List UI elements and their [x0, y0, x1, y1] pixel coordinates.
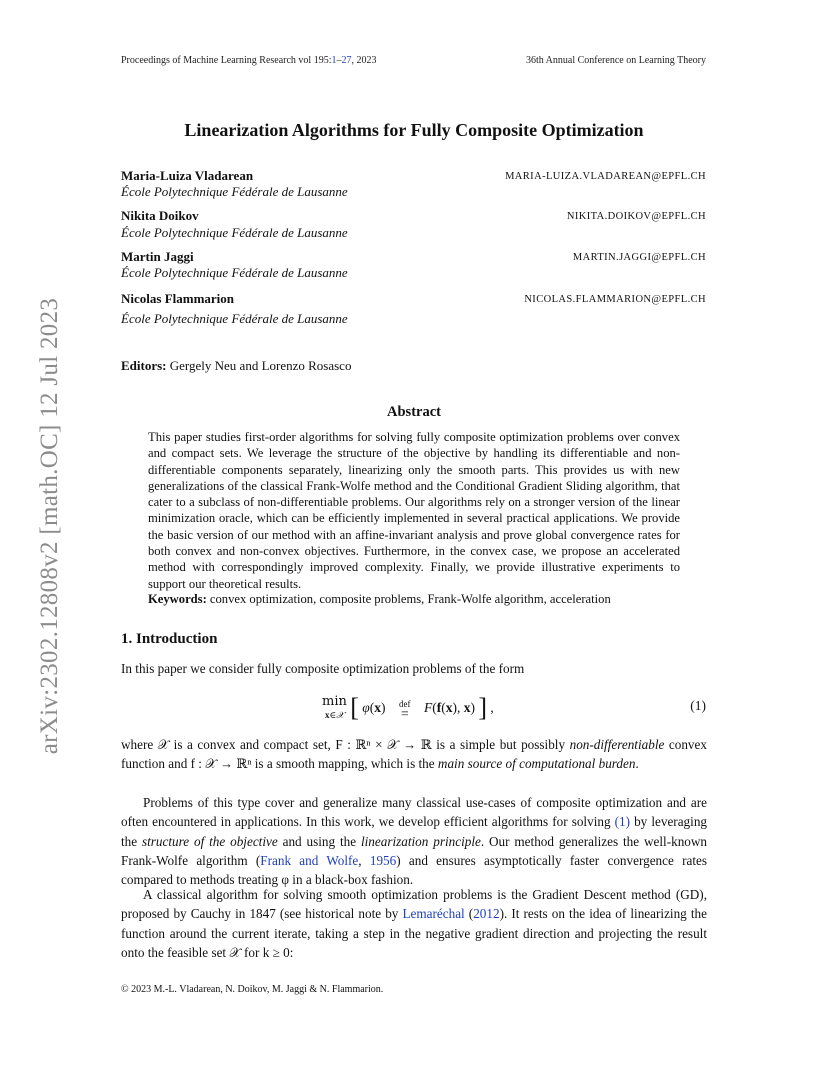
p3-text: by leveraging the — [121, 814, 708, 849]
p2-text: . — [635, 756, 639, 772]
editors-names: Gergely Neu and Lorenzo Rosasco — [169, 358, 352, 373]
equation-ref-link[interactable]: (1) — [614, 814, 631, 830]
citation-year-link[interactable]: 2012 — [473, 906, 500, 922]
p2-text: convex function and f : 𝒳 → ℝⁿ is a smooth mapping, which is the — [121, 737, 707, 772]
paper-title: Linearization Algorithms for Fully Composite Optimization — [184, 120, 644, 140]
author-email[interactable]: NICOLAS.FLAMMARION@EPFL.CH — [524, 294, 706, 305]
header-year: , 2023 — [351, 55, 377, 66]
citation-link[interactable]: Frank and Wolfe — [260, 852, 359, 868]
last-page-link[interactable]: 27 — [341, 55, 352, 66]
author-affiliation: École Polytechnique Fédérale de Lausanne — [121, 225, 348, 240]
p3-text: and using the — [277, 833, 361, 849]
author-email[interactable]: MARIA-LUIZA.VLADAREAN@EPFL.CH — [505, 171, 706, 182]
running-header-left — [121, 55, 377, 66]
author-email[interactable]: MARTIN.JAGGI@EPFL.CH — [572, 252, 706, 263]
keywords-label: Keywords: — [148, 592, 207, 606]
abstract-text: This paper studies first-order algorithms for solving fully composite optimization problems over convex and compact sets. We leverage the structure of the objective by handling its differentiable and non-differentiable components separately, linearizing only the smooth parts. This provides us with new generalizations of the classical Frank-Wolfe method and the Conditional Gradient Sliding algorithm, that cater to a subclass of non-differentiable problems. Our algorithms rely on a stronger version of the linear minimization oracle, which can be efficiently implemented in several practical applications. We provide the basic version of our method with an affine-invariant analysis and prove global convergence rates for both convex and non-convex objectives. Furthermore, in the convex case, we propose an accelerated method with correspondingly improved complexity. Finally, we provide illustrative experiments to support our theoretical results. — [148, 430, 680, 591]
author-name: Martin Jaggi — [121, 249, 194, 264]
page-range-dash: – — [336, 55, 342, 66]
author-affiliation: École Polytechnique Fédérale de Lausanne — [121, 184, 348, 199]
intro-paragraph-1: In this paper we consider fully composite optimization problems of the form — [121, 661, 525, 676]
keywords-line — [148, 592, 688, 607]
keywords-list: convex optimization, composite problems, Frank-Wolfe algorithm, acceleration — [209, 592, 611, 606]
p3-text: , — [358, 852, 370, 868]
citation-year-link[interactable]: 1956 — [369, 852, 397, 868]
p3-emphasis: linearization principle — [360, 833, 481, 849]
equation-number: (1) — [690, 698, 706, 713]
p2-emphasis: non-differentiable — [569, 737, 665, 752]
author-affiliation: École Polytechnique Fédérale de Lausanne — [121, 311, 348, 326]
p3-text: . Our method generalizes the well-known Frank-Wolfe algorithm ( — [121, 833, 708, 868]
section-heading: 1. Introduction — [121, 631, 218, 647]
author-name: Nikita Doikov — [121, 208, 199, 223]
author-name: Nicolas Flammarion — [121, 291, 235, 306]
author-email[interactable]: NIKITA.DOIKOV@EPFL.CH — [566, 211, 706, 222]
equation-1: min x∈𝒳 [ φ(x) def = F(f(x), x) ] , — [322, 693, 494, 722]
p4-text: A classical algorithm for solving smooth optimization problems is the Gradient Descent method (GD), proposed by Cauchy in 1847 (see historical note by — [121, 887, 707, 922]
p2-emphasis: main source of computational burden — [437, 756, 636, 772]
citation-link[interactable]: Lemaréchal — [402, 906, 465, 922]
intro-paragraph-2 — [121, 735, 707, 774]
header-proceedings: Proceedings of Machine Learning Research vol 195: — [121, 55, 332, 66]
p3-text: Problems of this type cover and generalize many classical use-cases of composite optimization and are often encountered in applications. In this work, we develop efficient algorithms for solving — [121, 795, 707, 830]
author-affiliation: École Polytechnique Fédérale de Lausanne — [121, 265, 348, 280]
author-name: Maria-Luiza Vladarean — [121, 168, 254, 183]
abstract-heading: Abstract — [387, 404, 441, 420]
copyright-footer: © 2023 M.-L. Vladarean, N. Doikov, M. Jaggi & N. Flammarion. — [121, 984, 384, 995]
arxiv-sidebar-stamp: arXiv:2302.12808v2 [math.OC] 12 Jul 2023 — [36, 297, 63, 755]
p3-emphasis: structure of the objective — [142, 833, 278, 849]
intro-paragraph-3 — [121, 793, 707, 889]
first-page-link[interactable]: 1 — [331, 55, 337, 66]
editors-line — [121, 358, 351, 374]
intro-paragraph-4: A classical algorithm for solving smooth optimization problems is the Gradient Descent method (GD), proposed by Cauchy in 1847 (see historical note by Lemaréchal (2012). It rests on the idea of linearizing the function around the current iterate, taking a step in the negative gradient direction and projecting the result onto the feasible set 𝒳 for k ≥ 0: — [121, 887, 707, 960]
p4-text: ). It rests on the idea of linearizing the function around the current iterate, taking a step in the negative gradient direction and projecting the result onto the feasible set 𝒳 for k ≥ 0: — [121, 906, 707, 960]
running-header-right: 36th Annual Conference on Learning Theory — [525, 55, 706, 66]
p2-text: where 𝒳 is a convex and compact set, F : ℝⁿ × 𝒳 → ℝ is a simple but possibly — [121, 737, 570, 752]
p3-text: ) and ensures asymptotically faster convergence rates compared to methods treating φ in a black-box fashion. — [121, 852, 708, 888]
editors-label: Editors: — [121, 358, 167, 373]
